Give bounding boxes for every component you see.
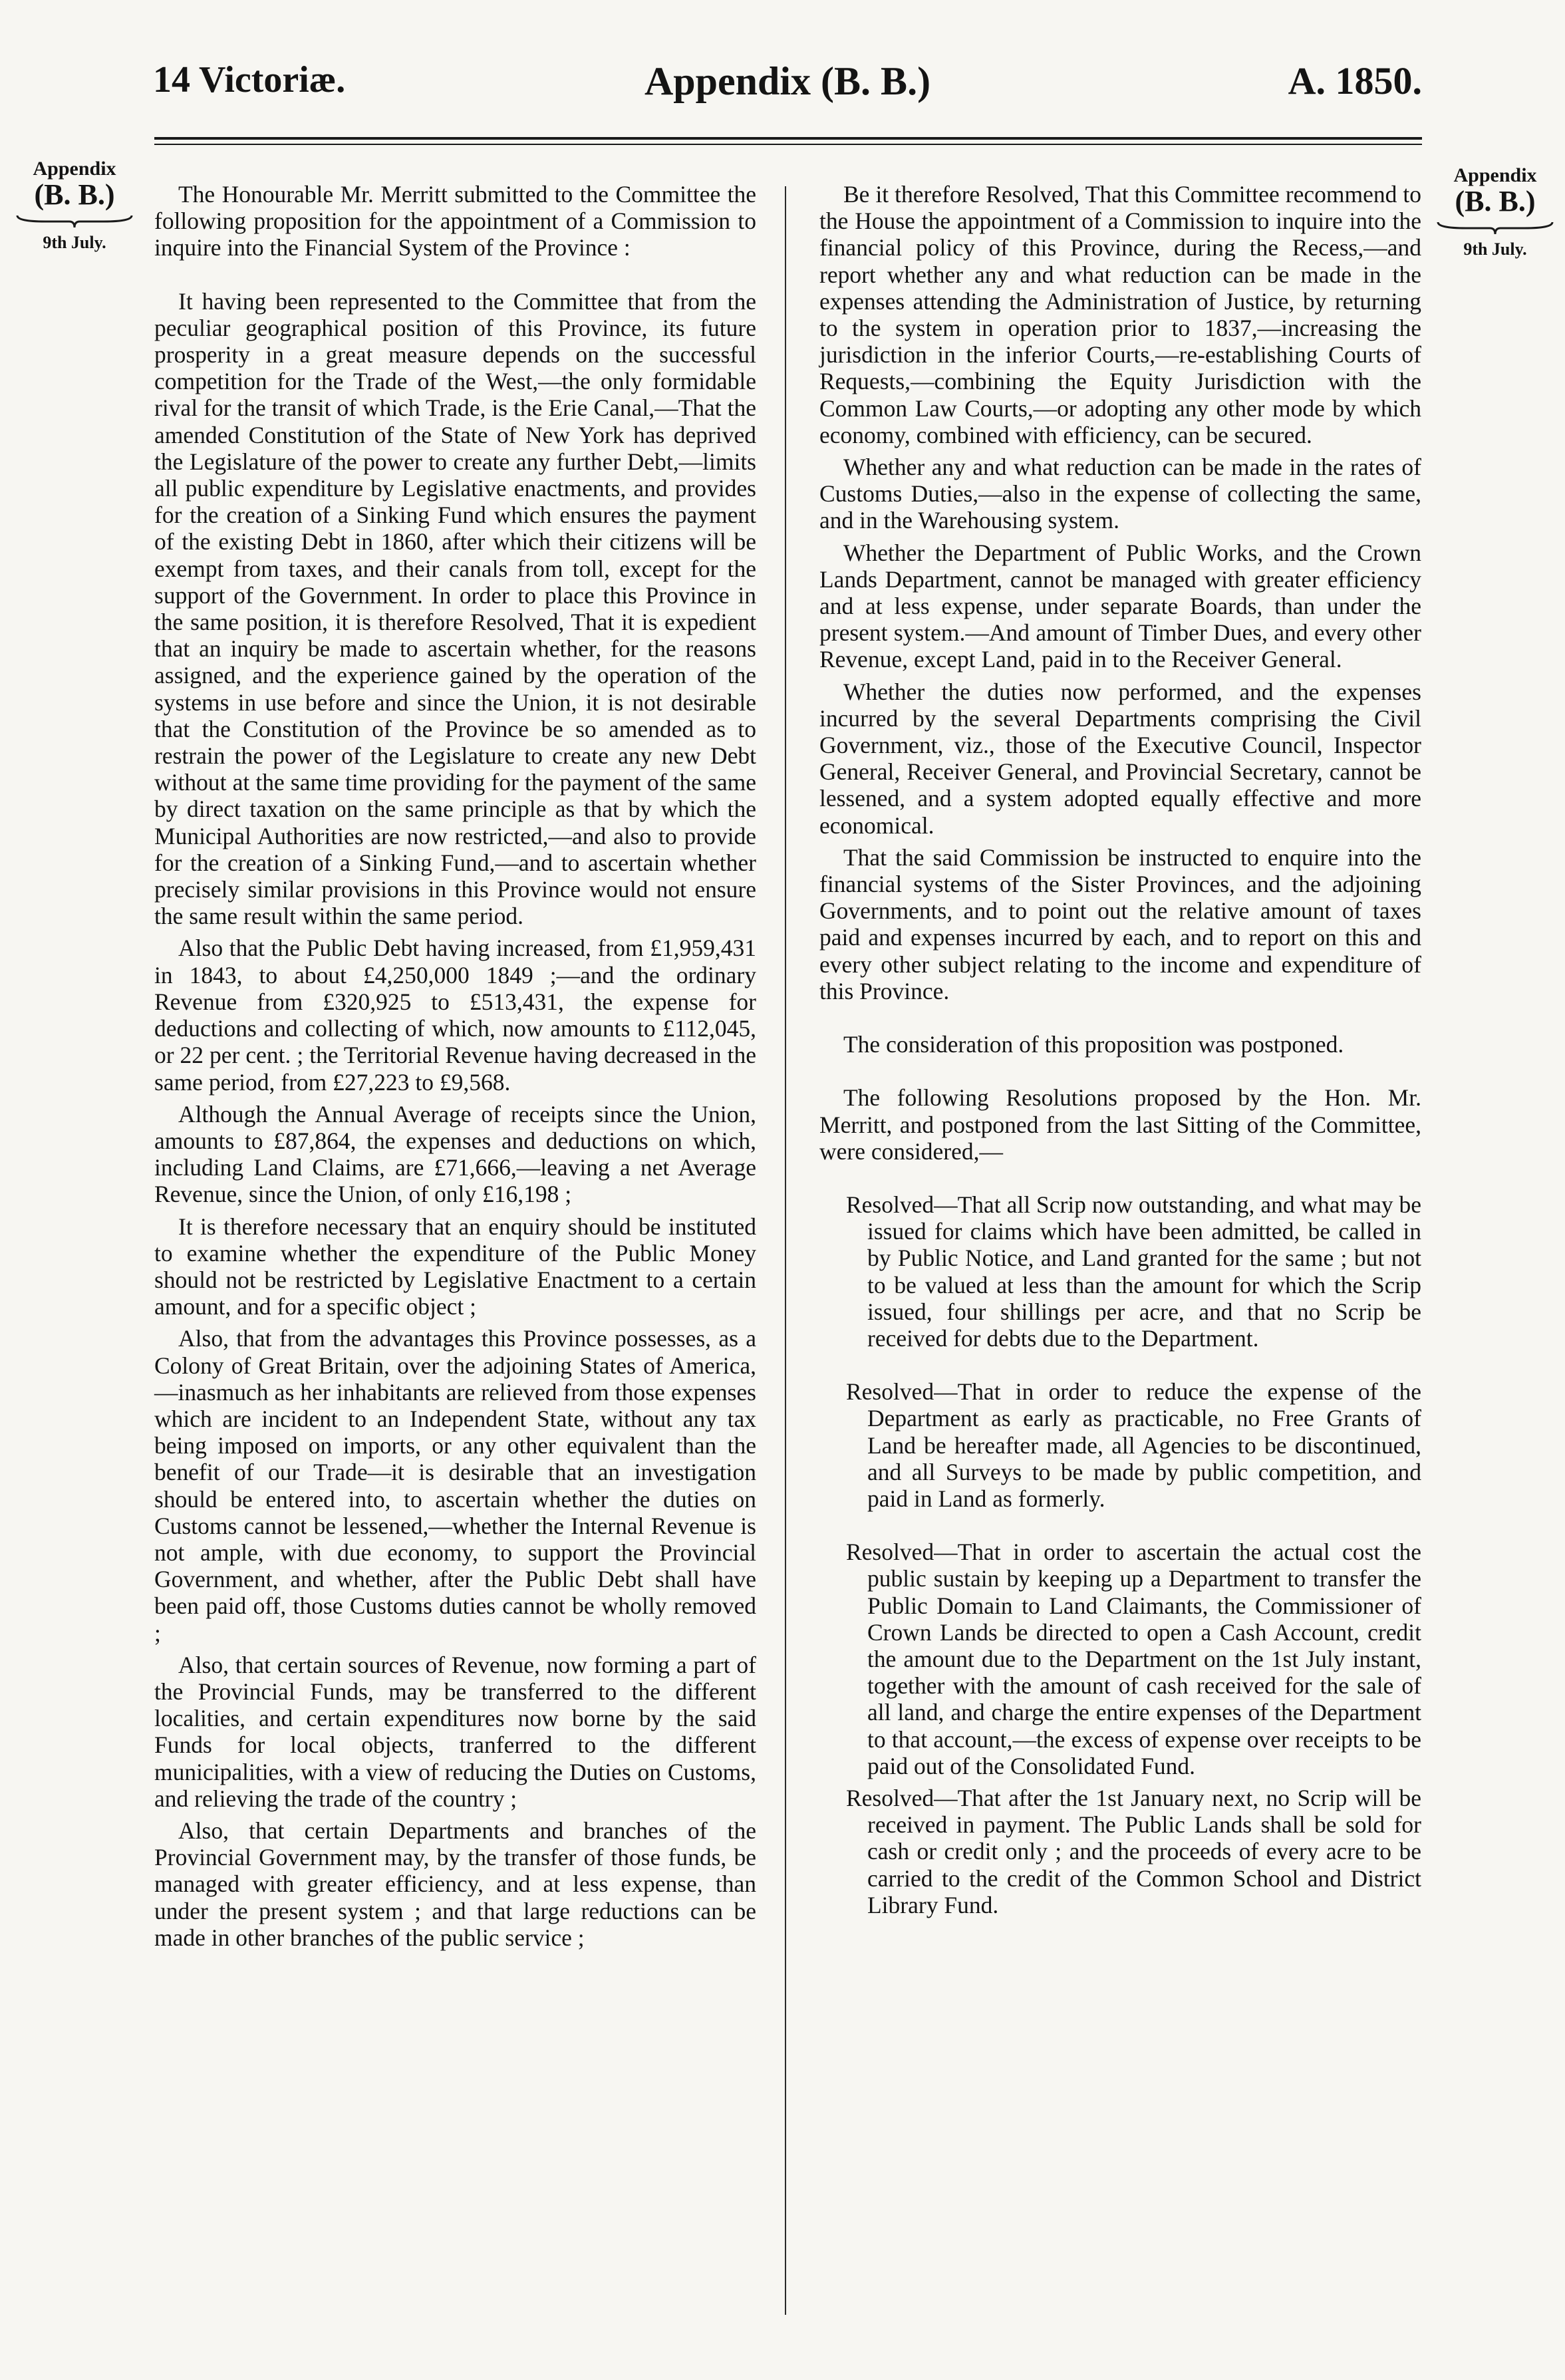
paragraph: That the said Commission be instructed to enquire into the financial systems of the Sister Provinces, and the adjoining Governments, and to point out the relative amount of taxes paid and expenses incurred by each, and to report on this and every other subject relating to the income and expenditure of this Province. [819,843,1421,1004]
margin-date-label: 9th July. [1463,239,1527,259]
header-rule-thin [154,144,1422,145]
paragraph-following: The following Resolutions proposed by the Hon. Mr. Merritt, and postponed from the last Sitting of the Committee, were considered,— [819,1084,1421,1165]
resolution: Resolved—That all Scrip now outstanding, and what may be issued for claims which have been admitted, be called in by Public Notice, and Land granted for the same ; but not to be valued at less than the amount for which the Scrip issued, four shillings per acre, and that no Scrip be received for debts due to the Department. [846,1191,1421,1352]
margin-note-left [15,158,134,253]
paragraph-intro: The Honourable Mr. Merritt submitted to the Committee the following proposition for the appointment of a Commission to inquire into the Financial System of the Province : [154,181,756,261]
margin-note-right [1435,165,1555,259]
paragraph: It is therefore necessary that an enquiry should be instituted to examine whether the expenditure of the Public Money should not be restricted by Legislative Enactment to a certain amount, and for a specific object ; [154,1213,756,1320]
header-year: A. 1850. [1288,59,1422,102]
paragraph: Whether the duties now performed, and the expenses incurred by the several Departments comprising the Civil Government, viz., those of the Executive Council, Inspector General, Receiver General, and Provincial Secretary, cannot be lessened, and a system adopted equally effective and more economical. [819,678,1421,839]
brace-icon [1437,221,1554,235]
header-appendix: Appendix (B. B.) [644,59,931,103]
margin-bb-label: (B. B.) [34,178,115,211]
brace-icon [16,214,133,229]
paragraph: Also, that certain sources of Revenue, now forming a part of the Provincial Funds, may be transferred to the different localities, and certain expenditures now borne by the said Funds for local objects, tranferred to the different municipalities, with a view of reducing the Duties on Customs, and relieving the trade of the country ; [154,1651,756,1812]
resolution: Resolved—That in order to reduce the expense of the Department as early as practicable, no Free Grants of Land be hereafter made, all Agencies to be discontinued, and all Surveys to be made by public competition, and paid in Land as formerly. [846,1378,1421,1512]
paragraph: Also, that certain Departments and branches of the Provincial Government may, by the transfer of those funds, be managed with greater efficiency, and at less expense, than under the present system ; and that large reductions can be made in other branches of the public service ; [154,1817,756,1951]
paragraph: Whether the Department of Public Works, and the Crown Lands Department, cannot be managed with greater efficiency and at less expense, under separate Boards, than under the present system.—And amount of Timber Dues, and every other Revenue, except Land, paid in to the Receiver General. [819,539,1421,673]
paragraph: Be it therefore Resolved, That this Committee recommend to the House the appointment of a Commission to inquire into the financial policy of this Province, during the Recess,—and report whether any and what reduction can be made in the expenses attending the Administration of Justice, by returning to the system in operation prior to 1837,—increasing the jurisdiction in the inferior Courts,—re-establishing Courts of Requests,—combining the Equity Jurisdiction with the Common Law Courts,—or adopting any other mode by which economy, combined with efficiency, can be secured. [819,181,1421,448]
column-divider [785,186,786,2315]
right-column [819,181,1421,1924]
paragraph: It having been represented to the Committee that from the peculiar geographical position of this Province, its future prosperity in a great measure depends on the successful competition for the Trade of the West,—the only formidable rival for the transit of which Trade, is the Erie Canal,—That the amended Constitution of the State of New York has deprived the Legislature of the power to create any further Debt,—limits all public expenditure by Legislative enactments, and provides for the creation of a Sinking Fund which ensures the payment of the existing Debt in 1860, after which their citizens will be exempt from taxes, and their canals from toll, except for the support of the Government. In order to place this Province in the same position, it is therefore Resolved, That it is expedient that an inquiry be made to ascertain whether, for the reasons assigned, and the experience gained by the operation of the systems in use before and since the Union, it is not desirable that the Constitution of the Province be so amended as to restrain the power of the Legislature to create any new Debt without at the same time providing for the payment of the same by direct taxation on the same principle as that by which the Municipal Authorities are now restricted,—and also to provide for the creation of a Sinking Fund,—and to ascertain whether precisely similar provisions in this Province would not ensure the same result within the same period. [154,287,756,930]
margin-bb-label: (B. B.) [1455,185,1536,218]
paragraph: Whether any and what reduction can be made in the rates of Customs Duties,—also in the expense of collecting the same, and in the Warehousing system. [819,454,1421,534]
resolution: Resolved—That after the 1st January next, no Scrip will be received in payment. The Public Lands shall be sold for cash or credit only ; and the proceeds of every acre to be carried to the credit of the Common School and District Library Fund. [846,1784,1421,1918]
paragraph-postponed: The consideration of this proposition was postponed. [843,1031,1344,1058]
margin-date-label: 9th July. [43,233,106,252]
paragraph: Also that the Public Debt having increased, from £1,959,431 in 1843, to about £4,250,000 1849 ;—and the ordinary Revenue from £320,925 to £513,431, the expense for deductions and collecting of which, now amounts to £112,045, or 22 per cent. ; the Territorial Revenue having decreased in the same period, from £27,223 to £9,568. [154,935,756,1096]
header-session: 14 Victoriæ. [153,59,346,100]
margin-appendix-label: Appendix [1453,164,1537,186]
header-rule-thick [154,137,1422,140]
paragraph: Also, that from the advantages this Province possesses, as a Colony of Great Britain, over the adjoining States of America,—inasmuch as her inhabitants are relieved from those expenses which are incident to an Independent State, without any tax being imposed on imports, or any other equivalent than the benefit of our Trade—it is desirable that an investigation should be entered into, to ascertain whether the duties on Customs cannot be lessened,—whether the Internal Revenue is not ample, with due economy, to support the Provincial Government, and whether, after the Public Debt shall have been paid off, those Customs duties cannot be wholly removed ; [154,1325,756,1646]
left-column [154,181,756,1956]
paragraph: Although the Annual Average of receipts since the Union, amounts to £87,864, the expenses and deductions on which, including Land Claims, are £71,666,—leaving a net Average Revenue, since the Union, of only £16,198 ; [154,1100,756,1208]
resolution: Resolved—That in order to ascertain the actual cost the public sustain by keeping up a Department to transfer the Public Domain to Land Claimants, the Commissioner of Crown Lands be directed to open a Cash Account, credit the amount due to the Department on the 1st July instant, together with the amount of cash received for the sale of all land, and charge the entire expenses of the Department to that account,—the excess of expense over receipts to be paid out of the Consolidated Fund. [846,1539,1421,1779]
running-header [153,59,1422,112]
margin-appendix-label: Appendix [33,158,116,180]
